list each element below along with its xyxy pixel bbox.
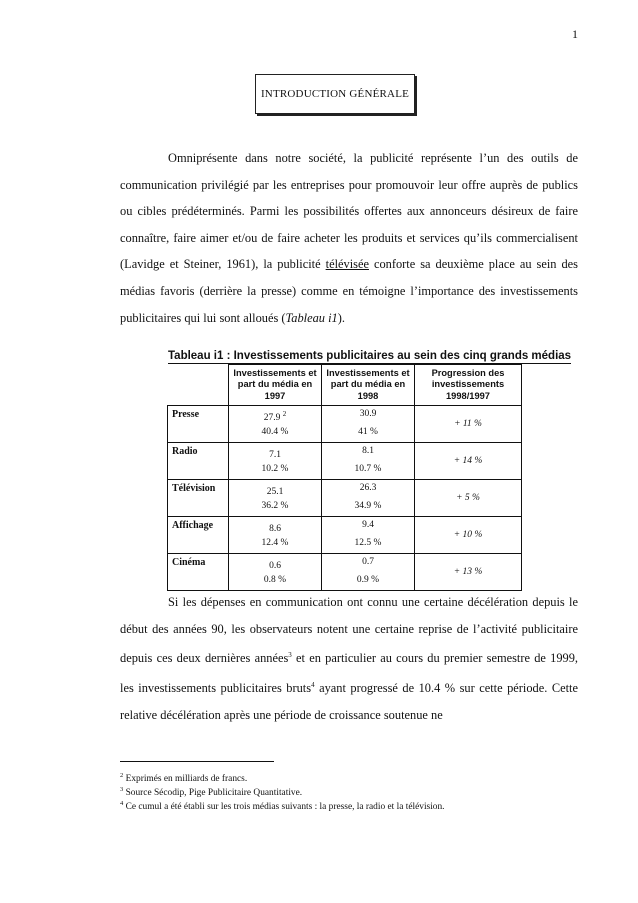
table-row (168, 406, 522, 443)
footnote-3 (120, 784, 302, 799)
value-1997-note: 2 (282, 410, 287, 418)
share-1998: 12.5 % (354, 538, 382, 548)
p2-note-4: 4 (311, 680, 315, 689)
value-1998: 26.3 (359, 483, 377, 493)
cell-progression: + 14 % (415, 443, 522, 480)
header-1997: Investissements et part du média en 1997 (229, 365, 322, 406)
intro-paragraph (120, 145, 578, 331)
p1-table-ref: Tableau i1 (285, 310, 338, 325)
cell-1998 (322, 480, 415, 517)
p1-text-end: ). (337, 310, 345, 325)
share-1998: 41 % (358, 427, 378, 437)
footnote-3-num: 3 (120, 786, 124, 793)
cell-progression: + 10 % (415, 517, 522, 554)
p1-underlined-word: télévisée (325, 257, 369, 272)
footnote-4 (120, 798, 445, 813)
share-1998: 34.9 % (354, 501, 382, 511)
second-paragraph (120, 589, 578, 728)
share-1998: 0.9 % (356, 575, 380, 585)
table-row (168, 517, 522, 554)
footnote-2-num: 2 (120, 772, 124, 779)
cell-progression: + 13 % (415, 554, 522, 591)
share-1998: 10.7 % (354, 464, 382, 474)
row-media-label: Affichage (168, 517, 229, 554)
p1-text-b: conforte sa deuxième place au sein des médias favoris (derrière la presse) comme en témoigne l’importance des investissements publicitaires qui lui sont alloués ( (120, 257, 578, 325)
p1-text-a: Omniprésente dans notre société, la publicité représente l’un des outils de communication privilégié par les entreprises pour promouvoir leur offre auprès de publics ou cibles prédéterminés. Parmi les possibilités offertes aux annonceurs désireux de faire connaître, faire aimer et/ou de faire acheter les produits et services qu’ils commercialisent (Lavidge et Steiner, 1961), la publicité (120, 151, 578, 272)
cell-progression: + 5 % (415, 480, 522, 517)
cell-1998 (322, 554, 415, 591)
value-1997: 27.9 (263, 413, 281, 424)
cell-1998 (322, 443, 415, 480)
p2-text-b: et en particulier au cours du premier semestre de 1999, les investissements publicitaires bruts (120, 651, 579, 696)
value-1998: 0.7 (362, 557, 374, 567)
cell-1997 (229, 480, 322, 517)
value-1997: 7.1 (269, 450, 281, 461)
value-1998: 30.9 (359, 409, 377, 419)
cell-progression: + 11 % (415, 406, 522, 443)
share-1997: 12.4 % (261, 538, 289, 548)
footnote-2-text: Exprimés en milliards de francs. (125, 774, 248, 785)
share-1997: 40.4 % (261, 427, 289, 437)
table-header-row (168, 365, 522, 406)
table-row (168, 480, 522, 517)
cell-1998 (322, 517, 415, 554)
p2-text-c: ayant progressé de 10.4 % sur cette période. Cette relative décélération après une période de croissance soutenue ne (120, 681, 578, 722)
row-media-label: Cinéma (168, 554, 229, 591)
footnote-3-text: Source Sécodip, Pige Publicitaire Quantitative. (125, 788, 303, 799)
page-number: 1 (572, 27, 578, 41)
table-caption: Tableau i1 : Investissements publicitaires au sein des cinq grands médias (168, 350, 572, 362)
cell-1998 (322, 406, 415, 443)
value-1998: 9.4 (362, 520, 374, 530)
section-title-box (255, 74, 415, 114)
p2-note-3: 3 (288, 651, 292, 660)
cell-1997 (229, 406, 322, 443)
investments-table (167, 364, 522, 591)
footnote-4-num: 4 (120, 800, 124, 807)
footnote-2 (120, 770, 247, 785)
value-1998: 8.1 (362, 446, 374, 456)
row-media-label: Télévision (168, 480, 229, 517)
row-media-label: Radio (168, 443, 229, 480)
share-1997: 0.8 % (263, 575, 287, 585)
footnote-separator (120, 761, 274, 762)
cell-1997 (229, 517, 322, 554)
header-progression: Progression des investissements 1998/1997 (415, 365, 522, 406)
value-1997: 8.6 (269, 524, 281, 535)
row-media-label: Presse (168, 406, 229, 443)
header-1998: Investissements et part du média en 1998 (322, 365, 415, 406)
p2-text-a: Si les dépenses en communication ont connu une certaine décélération depuis le début des années 90, les observateurs notent une certaine reprise de l’activité publicitaire depuis ces deux dernières années (120, 595, 578, 666)
share-1997: 36.2 % (261, 501, 289, 511)
table-row (168, 443, 522, 480)
cell-1997 (229, 554, 322, 591)
section-title: INTRODUCTION GÉNÉRALE (260, 88, 410, 100)
table-row (168, 554, 522, 591)
value-1997: 0.6 (269, 561, 281, 572)
header-blank-cell (168, 365, 229, 406)
footnote-4-text: Ce cumul a été établi sur les trois médias suivants : la presse, la radio et la télévision. (125, 802, 445, 813)
share-1997: 10.2 % (261, 464, 289, 474)
cell-1997 (229, 443, 322, 480)
value-1997: 25.1 (266, 487, 284, 498)
